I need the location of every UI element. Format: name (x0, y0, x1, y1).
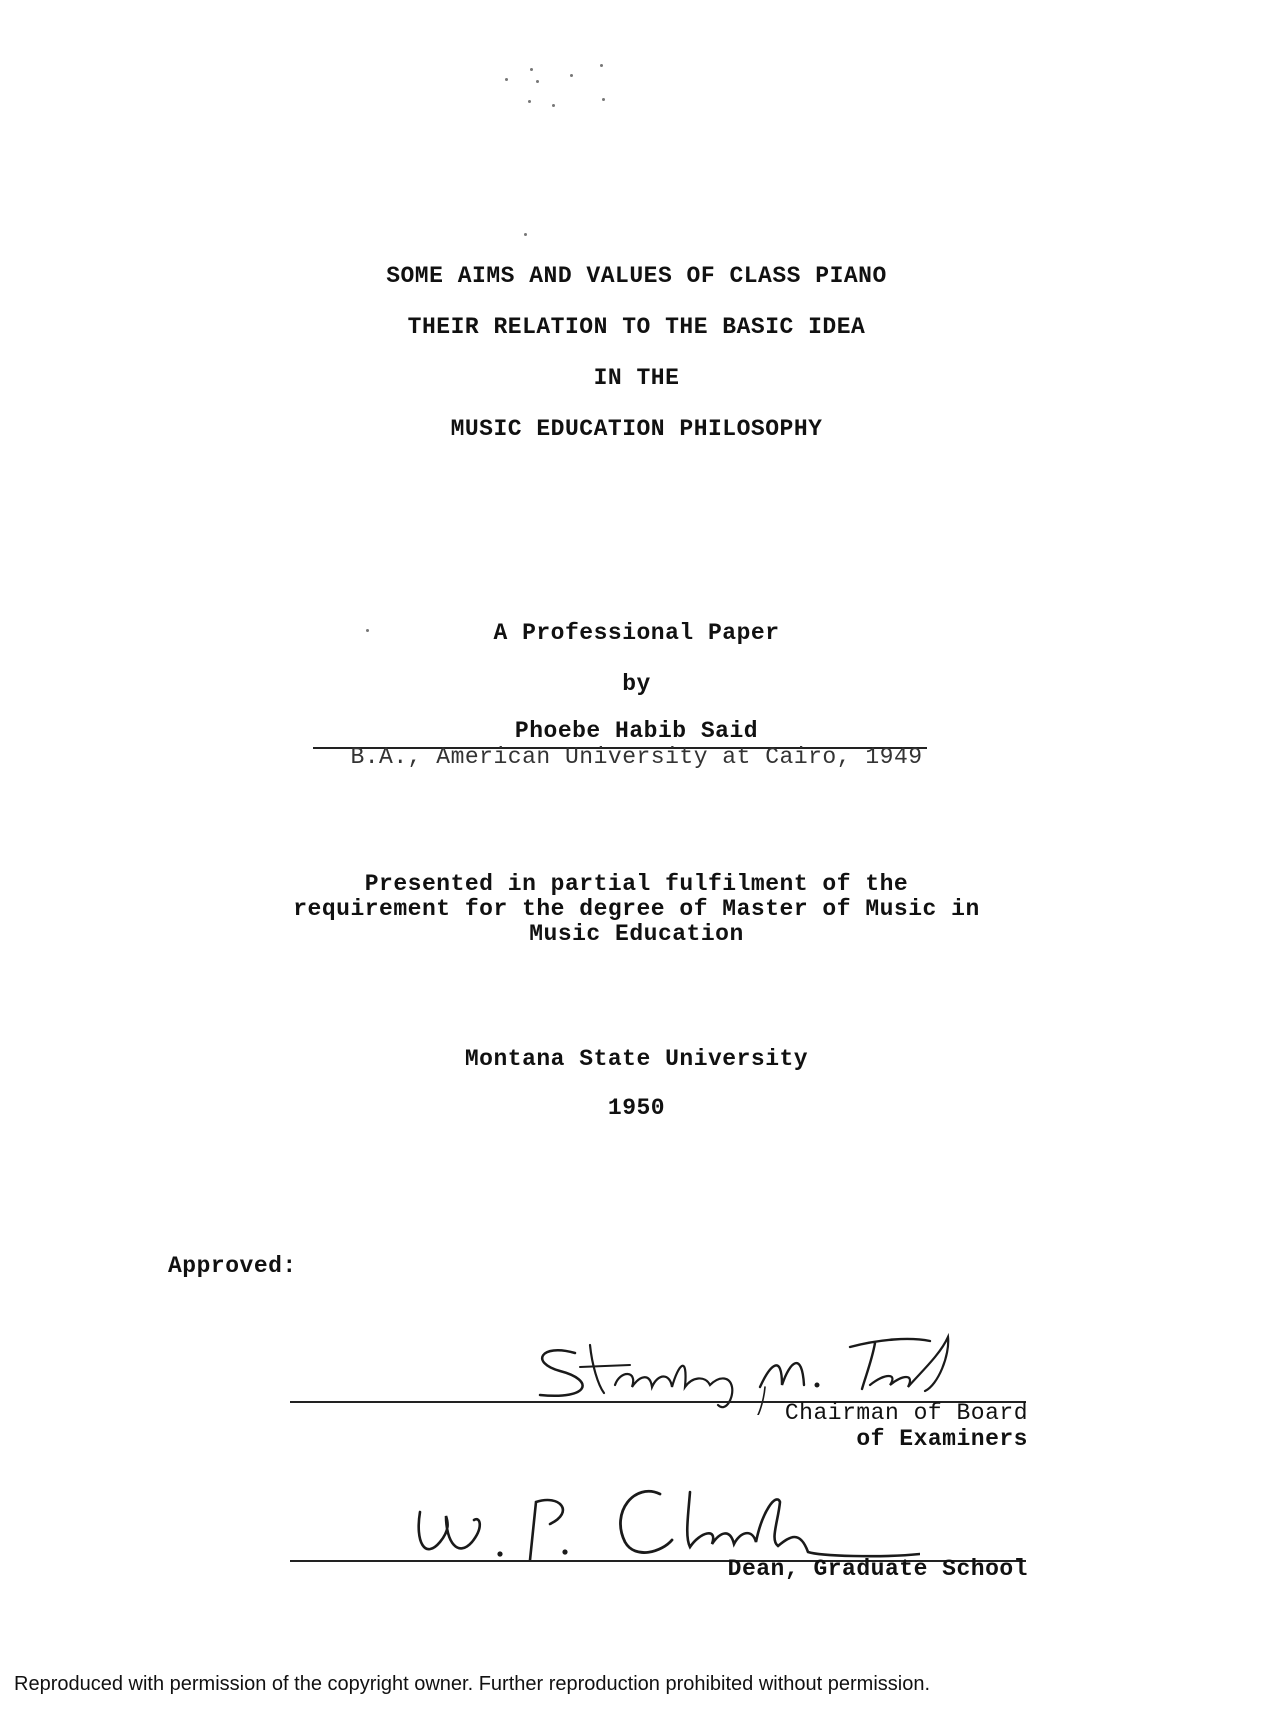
copyright-footer: Reproduced with permission of the copyright owner. Further reproduction prohibited without permission. (14, 1673, 931, 1695)
title-line-3: IN THE (593, 365, 680, 391)
presented-line-2: requirement for the degree of Master of Music in (293, 896, 980, 922)
paper-type: A Professional Paper (493, 620, 780, 646)
presented-line-1: Presented in partial fulfilment of the (364, 871, 909, 897)
dean-title: Dean, Graduate School (727, 1556, 1028, 1582)
scan-specks (500, 60, 630, 120)
by-label: by (622, 671, 651, 697)
presented-line-3: Music Education (529, 921, 744, 947)
chairman-title-line-1: Chairman of Board (784, 1400, 1028, 1426)
institution: Montana State University (464, 1046, 809, 1072)
year: 1950 (607, 1095, 666, 1121)
chairman-title-line-2: of Examiners (856, 1426, 1028, 1452)
title-line-1: SOME AIMS AND VALUES OF CLASS PIANO (386, 263, 887, 289)
approved-label: Approved: (168, 1253, 297, 1279)
scan-speck (524, 233, 527, 236)
presented-statement (0, 872, 1273, 947)
title-line-2: THEIR RELATION TO THE BASIC IDEA (407, 314, 866, 340)
author-degree: B.A., American University at Cairo, 1949 (350, 744, 923, 770)
title-line-4: MUSIC EDUCATION PHILOSOPHY (450, 416, 823, 442)
author-block (0, 718, 1273, 744)
author-name: Phoebe Habib Said (514, 718, 759, 744)
